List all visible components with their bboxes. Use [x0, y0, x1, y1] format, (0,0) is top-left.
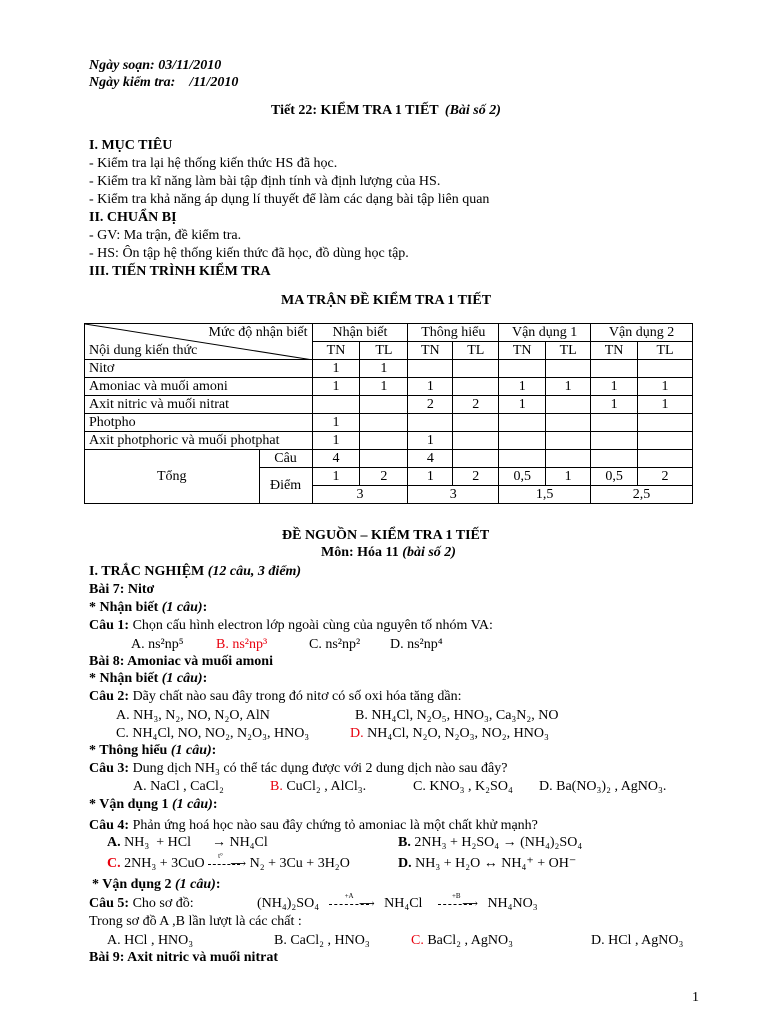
table-cell: [408, 414, 453, 432]
sub-header: TN: [312, 342, 360, 360]
scheme-middle: NH₄Cl: [384, 896, 423, 911]
option-letter: D.: [398, 856, 412, 871]
matrix-body: [85, 360, 693, 450]
objective-item: - Kiểm tra lại hệ thống kiến thức HS đã học.: [89, 156, 338, 171]
part-heading-note: (12 câu, 3 điểm): [207, 564, 302, 579]
exam-subject-note: (bài số 2): [402, 545, 456, 560]
option-letter: B.: [270, 779, 283, 794]
level-heading-label: * Thông hiểu: [89, 743, 168, 758]
level-heading: * Vận dụng 2 (1 câu):: [92, 877, 221, 892]
question-1: [89, 617, 493, 635]
table-row: [85, 396, 693, 414]
table-row: [85, 360, 693, 378]
exam-subject-label: Môn: Hóa 11: [321, 545, 399, 560]
table-cell: 1: [638, 378, 693, 396]
section-heading-chuan-bi: II. CHUẨN BỊ: [89, 210, 177, 225]
sum-cell: 3: [408, 486, 499, 504]
question-number: Câu 2:: [89, 689, 130, 704]
table-cell: [546, 360, 591, 378]
q1-option-a: A. ns²np⁵: [131, 637, 184, 652]
option-letter: A.: [107, 835, 121, 850]
table-cell: [546, 396, 591, 414]
sub-header: TL: [453, 342, 499, 360]
sum-cell: 2,5: [591, 486, 693, 504]
table-cell: 1: [312, 468, 360, 486]
q4-option-b: [398, 834, 582, 852]
option-text: BaCl₂ , AgNO₃: [427, 933, 513, 948]
table-cell: [591, 432, 638, 450]
level-header: Vận dụng 1: [499, 324, 591, 342]
table-cell: 1: [312, 360, 360, 378]
content-topic: Axit photphoric và muối photphat: [85, 432, 313, 450]
table-cell: 1: [312, 378, 360, 396]
q2-option-d: [350, 725, 549, 743]
arrow-label: +B: [451, 891, 461, 900]
exam-subject: [321, 544, 456, 562]
sum-cell: 3: [312, 486, 408, 504]
sub-header: TN: [591, 342, 638, 360]
q1-option-c: C. ns²np²: [309, 637, 361, 652]
level-heading: * Thông hiểu (1 câu):: [89, 743, 217, 758]
level-header: Nhận biết: [312, 324, 408, 342]
sub-header: TN: [499, 342, 546, 360]
table-cell: [638, 414, 693, 432]
table-cell: [453, 450, 499, 468]
table-cell: 2: [360, 468, 408, 486]
part-heading-label: I. TRẮC NGHIỆM: [89, 564, 205, 579]
test-matrix-table: [84, 323, 693, 504]
question-number: Câu 4:: [89, 818, 130, 833]
table-cell: [499, 432, 546, 450]
lesson-title: [271, 102, 501, 120]
table-cell: 1: [499, 378, 546, 396]
level-heading-note: (1 câu): [161, 600, 203, 615]
table-cell: [638, 450, 693, 468]
level-heading-note: (1 câu): [161, 671, 203, 686]
arrow-label: +A: [344, 891, 354, 900]
sub-header: TN: [408, 342, 453, 360]
reaction-arrow: ⟶ +A: [329, 897, 375, 911]
option-text: 2NH₃ + H₂SO₄ → (NH₄)₂SO₄: [414, 835, 583, 850]
reaction-scheme: [257, 891, 538, 913]
prep-date: Ngày soạn: 03/11/2010: [89, 58, 222, 73]
table-cell: [546, 432, 591, 450]
table-cell: [360, 396, 408, 414]
q2-option-a: A. NH₃, N₂, NO, N₂O, AlN: [116, 708, 270, 723]
question-text: Phản ứng hoá học nào sau đây chứng tỏ amoniac là một chất khử mạnh?: [132, 818, 538, 833]
q3-option-c: C. KNO₃ , K₂SO₄: [413, 779, 513, 794]
option-text: NH₄Cl, N₂O, N₂O₃, NO₂, HNO₃: [367, 726, 549, 741]
q1-option-d: D. ns²np⁴: [390, 637, 443, 652]
option-letter: C.: [411, 933, 424, 948]
scheme-start: (NH₄)₂SO₄: [257, 896, 320, 911]
question-text: Cho sơ đồ:: [132, 896, 194, 911]
diem-label: Điểm: [259, 468, 312, 504]
objective-item: - Kiểm tra khả năng áp dụng lí thuyết để làm các dạng bài tập liên quan: [89, 192, 490, 207]
table-cell: [591, 450, 638, 468]
question-text-2: Trong sơ đồ A ,B lần lượt là các chất :: [89, 914, 302, 929]
table-cell: 2: [453, 468, 499, 486]
level-heading: * Nhận biết (1 câu):: [89, 600, 208, 615]
table-cell: 1: [591, 396, 638, 414]
section-heading-tien-trinh: III. TIẾN TRÌNH KIỂM TRA: [89, 264, 271, 279]
table-cell: 4: [312, 450, 360, 468]
test-date: Ngày kiểm tra: /11/2010: [89, 75, 239, 90]
preparation-item: - HS: Ôn tập hệ thống kiến thức đã học, đồ dùng học tập.: [89, 246, 409, 261]
level-heading-label: * Nhận biết: [89, 600, 159, 615]
table-cell: [453, 378, 499, 396]
table-cell: [591, 414, 638, 432]
table-cell: 1: [408, 432, 453, 450]
question-text: Dãy chất nào sau đây trong đó nitơ có số oxi hóa tăng dần:: [132, 689, 462, 704]
table-cell: 2: [408, 396, 453, 414]
table-cell: 0,5: [499, 468, 546, 486]
question-number: Câu 1:: [89, 618, 130, 633]
table-cell: [312, 396, 360, 414]
page-number: 1: [692, 990, 699, 1005]
table-cell: [453, 432, 499, 450]
question-3: [89, 760, 507, 778]
table-cell: 1: [408, 378, 453, 396]
level-heading-note: (1 câu): [170, 743, 212, 758]
scheme-end: NH₄NO₃: [487, 896, 538, 911]
table-cell: 1: [546, 468, 591, 486]
q3-option-b: [270, 778, 366, 796]
question-5: [89, 895, 194, 913]
option-text: NH₃ + H₂O ↔ NH₄⁺ + OH⁻: [415, 856, 577, 871]
table-cell: [453, 360, 499, 378]
sum-cell: 1,5: [499, 486, 591, 504]
level-heading-label: * Nhận biết: [89, 671, 159, 686]
level-heading-note: (1 câu): [172, 797, 213, 812]
content-topic: Photpho: [85, 414, 313, 432]
q1-option-b: B. ns²np³: [216, 637, 268, 652]
level-heading: * Nhận biết (1 câu):: [89, 671, 208, 686]
option-text: 2NH₃ + 3CuO: [124, 856, 205, 871]
section-heading-muc-tieu: I. MỤC TIÊU: [89, 138, 173, 153]
table-cell: 1: [408, 468, 453, 486]
table-cell: [360, 414, 408, 432]
content-topic: Nitơ: [85, 360, 313, 378]
sub-header: TL: [546, 342, 591, 360]
question-2: [89, 688, 462, 706]
table-cell: [360, 450, 408, 468]
table-cell: [499, 450, 546, 468]
content-topic: Amoniac và muối amoni: [85, 378, 313, 396]
lesson-heading: Bài 7: Nitơ: [89, 582, 155, 597]
table-cell: [591, 360, 638, 378]
corner-top-label: Mức độ nhận biết: [208, 325, 308, 340]
question-4: [89, 817, 538, 835]
lesson-title-note: (Bài số 2): [444, 103, 501, 118]
exam-title: ĐỀ NGUỒN – KIỂM TRA 1 TIẾT: [282, 528, 490, 543]
q4-option-d: [398, 855, 576, 873]
table-cell: [408, 360, 453, 378]
arrow-condition: t°: [218, 851, 223, 860]
question-text: Chọn cấu hình electron lớp ngoài cùng của nguyên tố nhóm VA:: [132, 618, 493, 633]
reaction-arrow: ⟶ t°: [208, 857, 246, 871]
level-heading: * Vận dụng 1 (1 câu):: [89, 797, 218, 812]
question-text: Dung dịch NH₃ có thể tác dụng được với 2 dung dịch nào sau đây?: [132, 761, 508, 776]
preparation-item: - GV: Ma trận, đề kiểm tra.: [89, 228, 242, 243]
table-cell: 1: [591, 378, 638, 396]
table-cell: [453, 414, 499, 432]
table-row: [85, 378, 693, 396]
option-text: CuCl₂ , AlCl₃.: [286, 779, 367, 794]
table-cell: 1: [499, 396, 546, 414]
q3-option-a: A. NaCl , CaCl₂: [133, 779, 224, 794]
reaction-arrow: ⟶ +B: [438, 897, 478, 911]
q5-option-b: B. CaCl₂ , HNO₃: [274, 933, 370, 948]
option-letter: D.: [350, 726, 364, 741]
q4-option-c: [107, 851, 350, 873]
total-label: Tổng: [85, 450, 260, 504]
content-topic: Axit nitric và muối nitrat: [85, 396, 313, 414]
q4-option-a: [107, 834, 268, 852]
table-row: [85, 432, 693, 450]
lesson-title-main: Tiết 22: KIỂM TRA 1 TIẾT: [271, 103, 439, 118]
q2-option-c: C. NH₄Cl, NO, NO₂, N₂O₃, HNO₃: [116, 726, 310, 741]
level-header: Thông hiểu: [408, 324, 499, 342]
table-cell: 1: [638, 396, 693, 414]
table-row: [85, 414, 693, 432]
table-cell: [499, 360, 546, 378]
q3-option-d: D. Ba(NO₃)₂ , AgNO₃.: [539, 779, 667, 794]
level-heading-note: (1 câu): [175, 877, 216, 892]
table-cell: 2: [453, 396, 499, 414]
question-number: Câu 5:: [89, 896, 130, 911]
sub-header: TL: [638, 342, 693, 360]
option-letter: C.: [107, 856, 121, 871]
table-cell: 1: [360, 378, 408, 396]
table-cell: [499, 414, 546, 432]
q2-option-b: B. NH₄Cl, N₂O₅, HNO₃, Ca₃N₂, NO: [355, 708, 559, 723]
matrix-title: MA TRẬN ĐỀ KIỂM TRA 1 TIẾT: [281, 293, 492, 308]
table-cell: 1: [312, 432, 360, 450]
cau-label: Câu: [259, 450, 312, 468]
level-header: Vận dụng 2: [591, 324, 693, 342]
objective-item: - Kiểm tra kĩ năng làm bài tập định tính và định lượng của HS.: [89, 174, 441, 189]
q5-option-a: A. HCl , HNO₃: [107, 933, 194, 948]
option-text-right: N₂ + 3Cu + 3H₂O: [249, 856, 350, 871]
table-cell: [546, 450, 591, 468]
option-letter: B.: [398, 835, 411, 850]
level-heading-label: * Vận dụng 2: [92, 877, 172, 892]
table-cell: 0,5: [591, 468, 638, 486]
option-text: NH₃ + HCl → NH₄Cl: [124, 835, 268, 850]
table-cell: 1: [360, 360, 408, 378]
matrix-corner-cell: [85, 324, 313, 360]
table-cell: 1: [312, 414, 360, 432]
level-heading-label: * Vận dụng 1: [89, 797, 169, 812]
table-cell: 2: [638, 468, 693, 486]
table-cell: [360, 432, 408, 450]
q5-option-d: D. HCl , AgNO₃: [591, 933, 684, 948]
part-heading: [89, 563, 301, 581]
table-cell: [638, 432, 693, 450]
q5-option-c: [411, 932, 513, 950]
table-cell: 1: [546, 378, 591, 396]
question-number: Câu 3:: [89, 761, 130, 776]
corner-bottom-label: Nội dung kiến thức: [89, 343, 198, 358]
table-cell: [546, 414, 591, 432]
table-cell: 4: [408, 450, 453, 468]
table-cell: [638, 360, 693, 378]
lesson-heading: Bài 9: Axit nitric và muối nitrat: [89, 950, 278, 965]
sub-header: TL: [360, 342, 408, 360]
lesson-heading: Bài 8: Amoniac và muối amoni: [89, 654, 273, 669]
